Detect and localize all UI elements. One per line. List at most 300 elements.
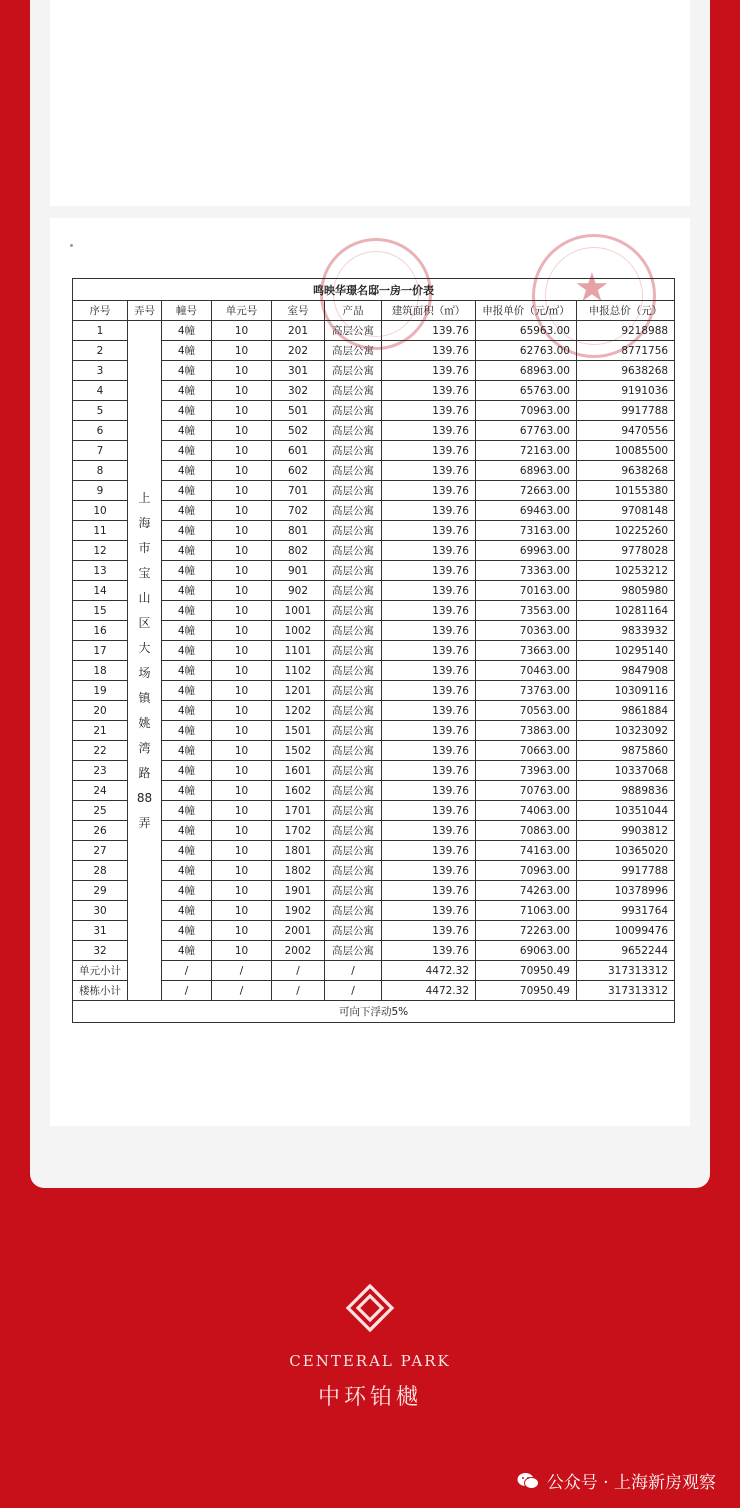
table-row xyxy=(73,521,675,541)
table-cell: 70363.00 xyxy=(476,621,577,641)
table-row xyxy=(73,781,675,801)
table-row xyxy=(73,841,675,861)
table-cell: 10 xyxy=(212,721,272,741)
table-cell: 高层公寓 xyxy=(325,941,382,961)
table-cell: 139.76 xyxy=(382,441,476,461)
table-cell: 1202 xyxy=(272,701,325,721)
column-header: 室号 xyxy=(272,301,325,321)
table-cell: 1601 xyxy=(272,761,325,781)
table-cell: 10 xyxy=(212,841,272,861)
table-cell: 高层公寓 xyxy=(325,781,382,801)
subtotal-row xyxy=(73,981,675,1001)
table-cell: 高层公寓 xyxy=(325,661,382,681)
table-cell: 4幢 xyxy=(162,461,212,481)
address-char: 市 xyxy=(138,540,151,555)
table-cell: 4幢 xyxy=(162,761,212,781)
table-cell: 10365020 xyxy=(577,841,675,861)
table-cell: 1901 xyxy=(272,881,325,901)
table-cell: 1501 xyxy=(272,721,325,741)
table-cell: 139.76 xyxy=(382,841,476,861)
table-cell: 139.76 xyxy=(382,601,476,621)
table-cell: 74163.00 xyxy=(476,841,577,861)
table-row xyxy=(73,681,675,701)
table-row xyxy=(73,761,675,781)
table-cell: 72263.00 xyxy=(476,921,577,941)
table-cell: 32 xyxy=(73,941,128,961)
table-cell: 7 xyxy=(73,441,128,461)
table-cell: 4幢 xyxy=(162,361,212,381)
table-cell: 10 xyxy=(212,401,272,421)
table-cell: 4幢 xyxy=(162,741,212,761)
table-cell: 10 xyxy=(212,341,272,361)
table-cell: 高层公寓 xyxy=(325,441,382,461)
table-cell: 高层公寓 xyxy=(325,801,382,821)
table-cell: 10351044 xyxy=(577,801,675,821)
address-char: 场 xyxy=(138,665,151,680)
table-cell: 10 xyxy=(73,501,128,521)
table-cell: 9889836 xyxy=(577,781,675,801)
table-cell: 10 xyxy=(212,421,272,441)
table-cell: 9833932 xyxy=(577,621,675,641)
table-cell: 单元小计 xyxy=(73,961,128,981)
table-cell: 70163.00 xyxy=(476,581,577,601)
table-cell: 1801 xyxy=(272,841,325,861)
table-cell: 1502 xyxy=(272,741,325,761)
table-cell: 5 xyxy=(73,401,128,421)
table-cell: 10 xyxy=(212,901,272,921)
table-cell: 高层公寓 xyxy=(325,841,382,861)
table-cell: 8771756 xyxy=(577,341,675,361)
table-cell: 高层公寓 xyxy=(325,561,382,581)
table-cell: 1002 xyxy=(272,621,325,641)
table-row xyxy=(73,381,675,401)
table-row xyxy=(73,321,675,341)
table-cell: 高层公寓 xyxy=(325,741,382,761)
table-cell: 4472.32 xyxy=(382,981,476,1001)
table-cell: 139.76 xyxy=(382,561,476,581)
table-cell: 20 xyxy=(73,701,128,721)
table-cell: 1902 xyxy=(272,901,325,921)
table-row xyxy=(73,581,675,601)
table-cell: 1802 xyxy=(272,861,325,881)
table-cell: 1102 xyxy=(272,661,325,681)
table-cell: 62763.00 xyxy=(476,341,577,361)
table-cell: 4幢 xyxy=(162,781,212,801)
table-cell: / xyxy=(272,981,325,1001)
brand-name-english: CENTERAL PARK xyxy=(289,1352,451,1370)
table-cell: 4幢 xyxy=(162,661,212,681)
table-cell: 2002 xyxy=(272,941,325,961)
table-cell: 73563.00 xyxy=(476,601,577,621)
table-row xyxy=(73,921,675,941)
table-cell: 70963.00 xyxy=(476,861,577,881)
table-title: 鸣映华璟名邸一房一价表 xyxy=(73,279,675,301)
table-cell: 高层公寓 xyxy=(325,401,382,421)
table-cell: 4幢 xyxy=(162,861,212,881)
table-cell: 801 xyxy=(272,521,325,541)
table-cell: 70963.00 xyxy=(476,401,577,421)
table-cell: 69063.00 xyxy=(476,941,577,961)
table-cell: 201 xyxy=(272,321,325,341)
table-cell: 70763.00 xyxy=(476,781,577,801)
address-char: 宝 xyxy=(138,565,151,580)
table-row xyxy=(73,341,675,361)
table-cell: 69963.00 xyxy=(476,541,577,561)
address-char: 路 xyxy=(138,765,151,780)
table-row xyxy=(73,441,675,461)
table-cell: 10 xyxy=(212,661,272,681)
table-cell: 9218988 xyxy=(577,321,675,341)
table-cell: 4幢 xyxy=(162,321,212,341)
table-cell: 139.76 xyxy=(382,341,476,361)
table-row xyxy=(73,941,675,961)
table-cell: 74063.00 xyxy=(476,801,577,821)
column-header: 弄号 xyxy=(128,301,162,321)
table-cell: 139.76 xyxy=(382,581,476,601)
table-cell: 9652244 xyxy=(577,941,675,961)
table-cell: 8 xyxy=(73,461,128,481)
table-cell: 139.76 xyxy=(382,821,476,841)
table-cell: 10 xyxy=(212,681,272,701)
table-cell: 1 xyxy=(73,321,128,341)
table-cell: 9917788 xyxy=(577,861,675,881)
table-cell: 4472.32 xyxy=(382,961,476,981)
table-cell: 4幢 xyxy=(162,801,212,821)
table-cell: 高层公寓 xyxy=(325,381,382,401)
table-cell: 69463.00 xyxy=(476,501,577,521)
table-cell: 10 xyxy=(212,921,272,941)
table-cell: 4幢 xyxy=(162,921,212,941)
table-cell: 4幢 xyxy=(162,821,212,841)
table-cell: 901 xyxy=(272,561,325,581)
table-cell: 9778028 xyxy=(577,541,675,561)
table-cell: 高层公寓 xyxy=(325,601,382,621)
table-cell: 3 xyxy=(73,361,128,381)
table-cell: 10 xyxy=(212,701,272,721)
table-cell: 10 xyxy=(212,441,272,461)
table-cell: 4幢 xyxy=(162,941,212,961)
table-cell: 70950.49 xyxy=(476,981,577,1001)
table-cell: 9638268 xyxy=(577,361,675,381)
table-cell: 501 xyxy=(272,401,325,421)
table-cell: 70950.49 xyxy=(476,961,577,981)
table-cell: 65963.00 xyxy=(476,321,577,341)
table-cell: 4幢 xyxy=(162,481,212,501)
table-cell: 301 xyxy=(272,361,325,381)
table-cell: 16 xyxy=(73,621,128,641)
table-cell: 139.76 xyxy=(382,621,476,641)
table-cell: 9875860 xyxy=(577,741,675,761)
column-header: 申报总价（元） xyxy=(577,301,675,321)
table-cell: 10337068 xyxy=(577,761,675,781)
wechat-icon xyxy=(517,1472,539,1490)
table-row xyxy=(73,821,675,841)
table-cell: 高层公寓 xyxy=(325,421,382,441)
table-cell: 4幢 xyxy=(162,901,212,921)
table-cell: 10 xyxy=(212,541,272,561)
note-row xyxy=(73,1001,675,1023)
table-cell: 10 xyxy=(212,561,272,581)
table-cell: 802 xyxy=(272,541,325,561)
column-header: 单元号 xyxy=(212,301,272,321)
table-row xyxy=(73,401,675,421)
table-cell: 13 xyxy=(73,561,128,581)
table-cell: 10 xyxy=(212,821,272,841)
table-cell: / xyxy=(212,961,272,981)
table-cell: 73963.00 xyxy=(476,761,577,781)
table-cell: 10 xyxy=(212,741,272,761)
table-cell: 2001 xyxy=(272,921,325,941)
table-cell: 4幢 xyxy=(162,501,212,521)
table-row xyxy=(73,601,675,621)
table-cell: 139.76 xyxy=(382,721,476,741)
table-cell: 高层公寓 xyxy=(325,541,382,561)
table-cell: 4幢 xyxy=(162,541,212,561)
table-cell: / xyxy=(162,981,212,1001)
table-cell: 4幢 xyxy=(162,621,212,641)
table-cell: 10 xyxy=(212,941,272,961)
table-row xyxy=(73,421,675,441)
table-cell: 139.76 xyxy=(382,421,476,441)
address-char: 区 xyxy=(138,615,151,630)
diamond-logo-icon xyxy=(345,1283,395,1333)
table-cell: 高层公寓 xyxy=(325,521,382,541)
table-cell: 14 xyxy=(73,581,128,601)
address-char: 湾 xyxy=(138,740,151,755)
table-cell: 139.76 xyxy=(382,461,476,481)
table-cell: 602 xyxy=(272,461,325,481)
table-cell: 高层公寓 xyxy=(325,901,382,921)
table-cell: / xyxy=(272,961,325,981)
table-cell: 9903812 xyxy=(577,821,675,841)
table-cell: 23 xyxy=(73,761,128,781)
table-cell: 9191036 xyxy=(577,381,675,401)
watermark-text: 公众号 · 上海新房观察 xyxy=(546,1473,716,1493)
address-char: 姚 xyxy=(138,715,151,730)
address-char: 海 xyxy=(138,515,151,530)
price-table xyxy=(72,278,675,1023)
table-cell: 10 xyxy=(212,781,272,801)
table-cell: 9931764 xyxy=(577,901,675,921)
table-cell: 25 xyxy=(73,801,128,821)
table-cell: 高层公寓 xyxy=(325,501,382,521)
table-cell: 71063.00 xyxy=(476,901,577,921)
table-row xyxy=(73,701,675,721)
table-cell: 1101 xyxy=(272,641,325,661)
table-cell: 10085500 xyxy=(577,441,675,461)
table-cell: 1701 xyxy=(272,801,325,821)
table-cell: 9 xyxy=(73,481,128,501)
table-row xyxy=(73,501,675,521)
table-cell: 139.76 xyxy=(382,741,476,761)
table-cell: 10 xyxy=(212,381,272,401)
previous-page-sheet xyxy=(50,0,690,206)
table-cell: 10323092 xyxy=(577,721,675,741)
table-cell: 10378996 xyxy=(577,881,675,901)
table-cell: 70563.00 xyxy=(476,701,577,721)
table-cell: 10 xyxy=(212,321,272,341)
table-cell: 10281164 xyxy=(577,601,675,621)
table-cell: 高层公寓 xyxy=(325,341,382,361)
table-cell: 高层公寓 xyxy=(325,701,382,721)
table-cell: 70863.00 xyxy=(476,821,577,841)
table-cell: 4幢 xyxy=(162,381,212,401)
address-char: 弄 xyxy=(138,815,151,830)
table-cell: 高层公寓 xyxy=(325,761,382,781)
table-cell: 10225260 xyxy=(577,521,675,541)
table-cell: 65763.00 xyxy=(476,381,577,401)
table-cell: 70663.00 xyxy=(476,741,577,761)
table-cell: 楼栋小计 xyxy=(73,981,128,1001)
table-cell: 139.76 xyxy=(382,641,476,661)
table-cell: 702 xyxy=(272,501,325,521)
table-cell: 4幢 xyxy=(162,601,212,621)
table-cell: 4幢 xyxy=(162,561,212,581)
table-cell: 4 xyxy=(73,381,128,401)
table-cell: 1001 xyxy=(272,601,325,621)
table-cell: 高层公寓 xyxy=(325,321,382,341)
table-cell: 139.76 xyxy=(382,881,476,901)
table-cell: 72663.00 xyxy=(476,481,577,501)
table-cell: 10 xyxy=(212,581,272,601)
table-cell: 139.76 xyxy=(382,861,476,881)
table-cell: 22 xyxy=(73,741,128,761)
table-row xyxy=(73,721,675,741)
table-cell: 9917788 xyxy=(577,401,675,421)
table-cell: 72163.00 xyxy=(476,441,577,461)
table-row xyxy=(73,561,675,581)
address-char: 88 xyxy=(136,790,153,805)
address-char: 大 xyxy=(138,640,151,655)
table-cell: 高层公寓 xyxy=(325,641,382,661)
table-cell: 139.76 xyxy=(382,381,476,401)
table-cell: 高层公寓 xyxy=(325,881,382,901)
table-cell: 18 xyxy=(73,661,128,681)
table-cell: 9847908 xyxy=(577,661,675,681)
table-cell: 139.76 xyxy=(382,901,476,921)
table-cell: 10 xyxy=(212,361,272,381)
table-cell: 9861884 xyxy=(577,701,675,721)
table-cell: / xyxy=(325,981,382,1001)
table-cell: 4幢 xyxy=(162,341,212,361)
table-cell: 4幢 xyxy=(162,841,212,861)
table-cell: 26 xyxy=(73,821,128,841)
column-header: 建筑面积（㎡） xyxy=(382,301,476,321)
table-cell: 4幢 xyxy=(162,721,212,741)
table-title-row xyxy=(73,279,675,301)
table-cell: 139.76 xyxy=(382,321,476,341)
table-cell: 73863.00 xyxy=(476,721,577,741)
table-cell: 11 xyxy=(73,521,128,541)
table-cell: 139.76 xyxy=(382,401,476,421)
table-cell: 12 xyxy=(73,541,128,561)
table-cell: 10 xyxy=(212,601,272,621)
table-cell: 2 xyxy=(73,341,128,361)
table-cell: 4幢 xyxy=(162,421,212,441)
table-cell: 10 xyxy=(212,881,272,901)
table-cell: 10295140 xyxy=(577,641,675,661)
table-cell: 139.76 xyxy=(382,781,476,801)
table-cell: 高层公寓 xyxy=(325,721,382,741)
table-cell: 高层公寓 xyxy=(325,361,382,381)
table-cell: 27 xyxy=(73,841,128,861)
table-row xyxy=(73,881,675,901)
table-cell: 10 xyxy=(212,861,272,881)
table-row xyxy=(73,361,675,381)
table-cell: 10 xyxy=(212,481,272,501)
table-cell: 4幢 xyxy=(162,641,212,661)
table-cell: 19 xyxy=(73,681,128,701)
table-cell: 10099476 xyxy=(577,921,675,941)
table-cell: 4幢 xyxy=(162,581,212,601)
table-cell: 高层公寓 xyxy=(325,481,382,501)
table-cell: 4幢 xyxy=(162,881,212,901)
table-cell: 68963.00 xyxy=(476,461,577,481)
table-cell: 139.76 xyxy=(382,361,476,381)
table-cell: 4幢 xyxy=(162,701,212,721)
lane-address-cell xyxy=(128,321,162,1001)
table-cell: 6 xyxy=(73,421,128,441)
table-cell: 139.76 xyxy=(382,921,476,941)
table-cell: 10 xyxy=(212,761,272,781)
table-header-row xyxy=(73,301,675,321)
table-cell: 9805980 xyxy=(577,581,675,601)
table-cell: 902 xyxy=(272,581,325,601)
subtotal-row xyxy=(73,961,675,981)
table-row xyxy=(73,901,675,921)
table-row xyxy=(73,621,675,641)
table-row xyxy=(73,801,675,821)
table-cell: 139.76 xyxy=(382,941,476,961)
table-row xyxy=(73,481,675,501)
table-cell: 73763.00 xyxy=(476,681,577,701)
table-cell: 74263.00 xyxy=(476,881,577,901)
table-cell: 30 xyxy=(73,901,128,921)
table-cell: 139.76 xyxy=(382,501,476,521)
table-cell: 70463.00 xyxy=(476,661,577,681)
wechat-watermark xyxy=(517,1468,716,1493)
table-cell: 317313312 xyxy=(577,961,675,981)
table-cell: 10 xyxy=(212,801,272,821)
table-cell: 4幢 xyxy=(162,441,212,461)
table-row xyxy=(73,661,675,681)
table-cell: 10309116 xyxy=(577,681,675,701)
table-cell: 68963.00 xyxy=(476,361,577,381)
table-cell: 139.76 xyxy=(382,661,476,681)
table-cell: 73163.00 xyxy=(476,521,577,541)
table-cell: 高层公寓 xyxy=(325,621,382,641)
table-cell: / xyxy=(325,961,382,981)
table-cell: 502 xyxy=(272,421,325,441)
table-cell: 9708148 xyxy=(577,501,675,521)
table-cell: 1602 xyxy=(272,781,325,801)
seal-star-icon: ★ xyxy=(574,265,610,311)
table-cell: 28 xyxy=(73,861,128,881)
table-cell: 高层公寓 xyxy=(325,461,382,481)
table-cell: 317313312 xyxy=(577,981,675,1001)
table-cell: 29 xyxy=(73,881,128,901)
table-cell: 701 xyxy=(272,481,325,501)
table-row xyxy=(73,861,675,881)
table-cell: 10 xyxy=(212,461,272,481)
column-header: 幢号 xyxy=(162,301,212,321)
table-cell: 4幢 xyxy=(162,401,212,421)
table-cell: 139.76 xyxy=(382,701,476,721)
table-cell: 73363.00 xyxy=(476,561,577,581)
table-cell: 139.76 xyxy=(382,801,476,821)
table-cell: 24 xyxy=(73,781,128,801)
table-cell: 高层公寓 xyxy=(325,821,382,841)
